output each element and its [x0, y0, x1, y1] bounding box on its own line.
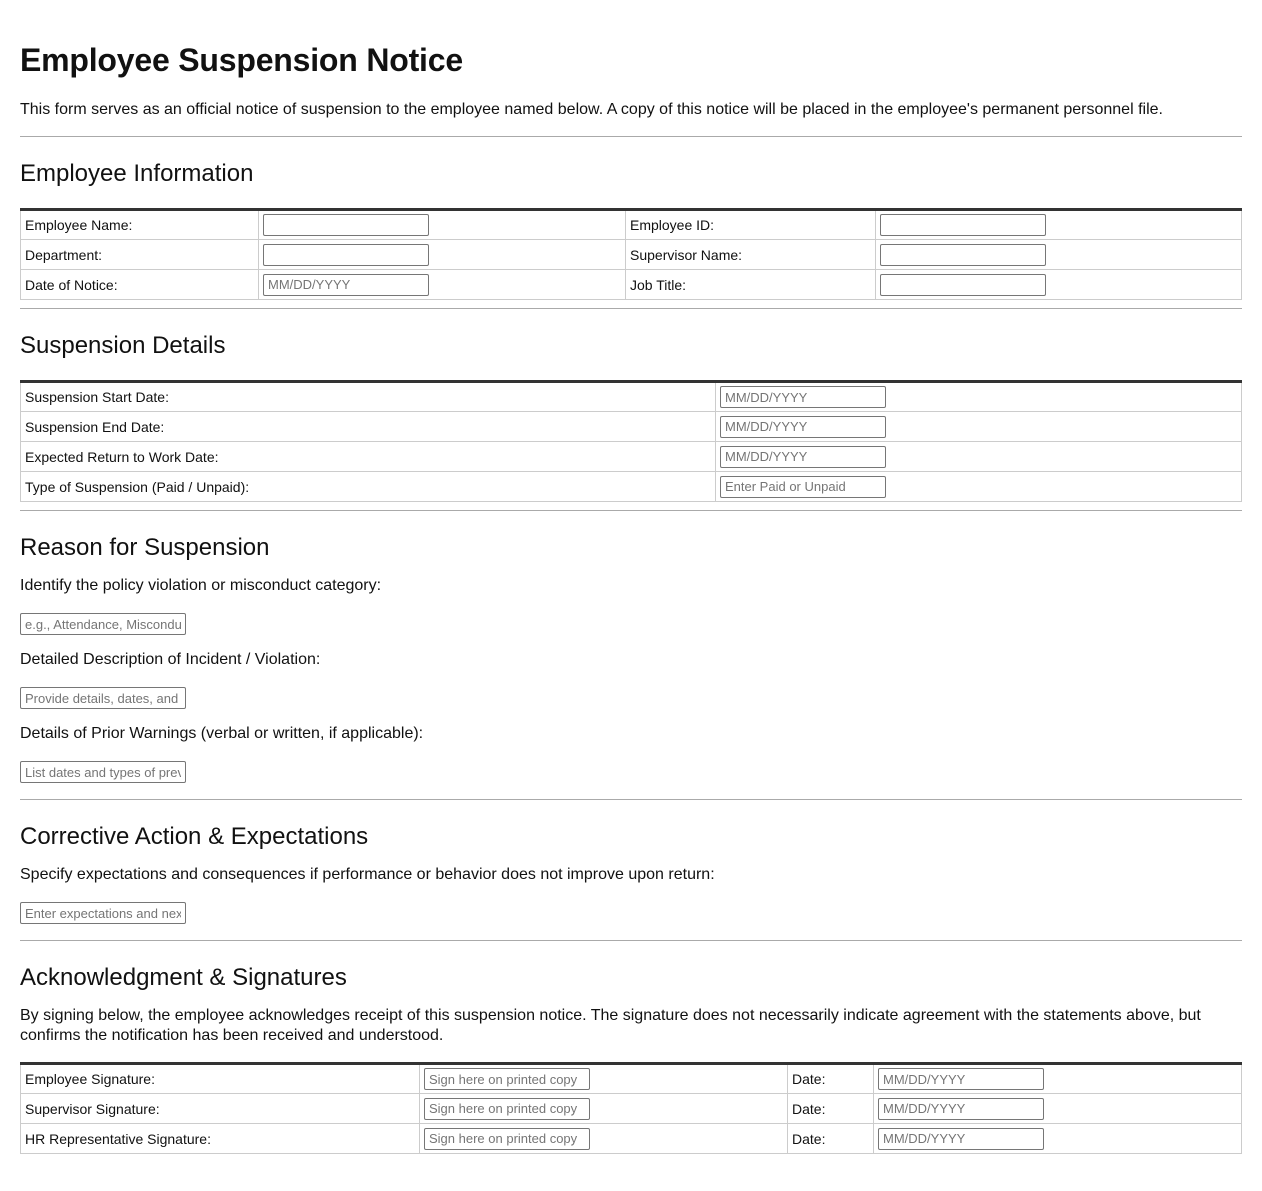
table-row [21, 442, 1242, 472]
prior-warnings-input[interactable] [20, 761, 186, 783]
employee-info-table [20, 208, 1242, 300]
divider [20, 510, 1242, 511]
divider [20, 940, 1242, 941]
employee-date-input[interactable] [878, 1068, 1044, 1090]
corrective-label: Specify expectations and consequences if performance or behavior does not improve upon return: [20, 866, 715, 883]
job-title-cell [876, 270, 1242, 300]
employee-signature-input[interactable] [424, 1068, 590, 1090]
supervisor-signature-input[interactable] [424, 1098, 590, 1120]
table-row [21, 382, 1242, 412]
date-of-notice-input[interactable] [263, 274, 429, 296]
hr-signature-cell [420, 1124, 788, 1154]
hr-date-cell [874, 1124, 1242, 1154]
table-row [21, 412, 1242, 442]
corrective-heading: Corrective Action & Expectations [20, 823, 369, 850]
date-of-notice-cell [259, 270, 626, 300]
acknowledgment-text: By signing below, the employee acknowledges receipt of this suspension notice. The signature does not necessarily indicate agreement with the statements above, but confirms the notification has been received and understood. [20, 1007, 1201, 1044]
employee-name-input[interactable] [263, 214, 429, 236]
department-cell [259, 240, 626, 270]
employee-date-label: Date: [788, 1064, 874, 1094]
divider [20, 136, 1242, 137]
return-date-input[interactable] [720, 446, 886, 468]
employee-info-heading: Employee Information [20, 160, 254, 187]
violation-category-label: Identify the policy violation or misconduct category: [20, 577, 382, 594]
supervisor-name-input[interactable] [880, 244, 1046, 266]
employee-signature-label: Employee Signature: [21, 1064, 420, 1094]
supervisor-date-cell [874, 1094, 1242, 1124]
employee-name-cell [259, 210, 626, 240]
corrective-input[interactable] [20, 902, 186, 924]
supervisor-date-input[interactable] [878, 1098, 1044, 1120]
signatures-table [20, 1062, 1242, 1154]
start-date-label: Suspension Start Date: [21, 382, 716, 412]
return-date-label: Expected Return to Work Date: [21, 442, 716, 472]
employee-date-cell [874, 1064, 1242, 1094]
employee-id-cell [876, 210, 1242, 240]
employee-name-label: Employee Name: [21, 210, 259, 240]
start-date-input[interactable] [720, 386, 886, 408]
employee-signature-cell [420, 1064, 788, 1094]
table-row [21, 1064, 1242, 1094]
hr-signature-label: HR Representative Signature: [21, 1124, 420, 1154]
employee-id-input[interactable] [880, 214, 1046, 236]
table-row [21, 270, 1242, 300]
start-date-cell [716, 382, 1242, 412]
reason-heading: Reason for Suspension [20, 534, 270, 561]
hr-date-label: Date: [788, 1124, 874, 1154]
hr-signature-input[interactable] [424, 1128, 590, 1150]
job-title-input[interactable] [880, 274, 1046, 296]
table-row [21, 472, 1242, 502]
incident-description-input[interactable] [20, 687, 186, 709]
table-row [21, 210, 1242, 240]
end-date-cell [716, 412, 1242, 442]
supervisor-signature-label: Supervisor Signature: [21, 1094, 420, 1124]
divider [20, 308, 1242, 309]
job-title-label: Job Title: [626, 270, 876, 300]
table-row [21, 1124, 1242, 1154]
violation-category-input[interactable] [20, 613, 186, 635]
employee-id-label: Employee ID: [626, 210, 876, 240]
end-date-input[interactable] [720, 416, 886, 438]
intro-text: This form serves as an official notice of suspension to the employee named below. A copy of this notice will be placed in the employee's permanent personnel file. [20, 101, 1163, 118]
suspension-type-label: Type of Suspension (Paid / Unpaid): [21, 472, 716, 502]
prior-warnings-label: Details of Prior Warnings (verbal or written, if applicable): [20, 725, 424, 742]
return-date-cell [716, 442, 1242, 472]
divider [20, 799, 1242, 800]
supervisor-signature-cell [420, 1094, 788, 1124]
incident-description-label: Detailed Description of Incident / Violation: [20, 651, 321, 668]
supervisor-name-cell [876, 240, 1242, 270]
suspension-details-heading: Suspension Details [20, 332, 226, 359]
hr-date-input[interactable] [878, 1128, 1044, 1150]
date-of-notice-label: Date of Notice: [21, 270, 259, 300]
page-title: Employee Suspension Notice [20, 42, 463, 78]
department-label: Department: [21, 240, 259, 270]
end-date-label: Suspension End Date: [21, 412, 716, 442]
department-input[interactable] [263, 244, 429, 266]
table-row [21, 240, 1242, 270]
acknowledgment-heading: Acknowledgment & Signatures [20, 964, 347, 991]
suspension-details-table [20, 380, 1242, 502]
supervisor-date-label: Date: [788, 1094, 874, 1124]
suspension-type-cell [716, 472, 1242, 502]
table-row [21, 1094, 1242, 1124]
suspension-type-input[interactable] [720, 476, 886, 498]
supervisor-name-label: Supervisor Name: [626, 240, 876, 270]
